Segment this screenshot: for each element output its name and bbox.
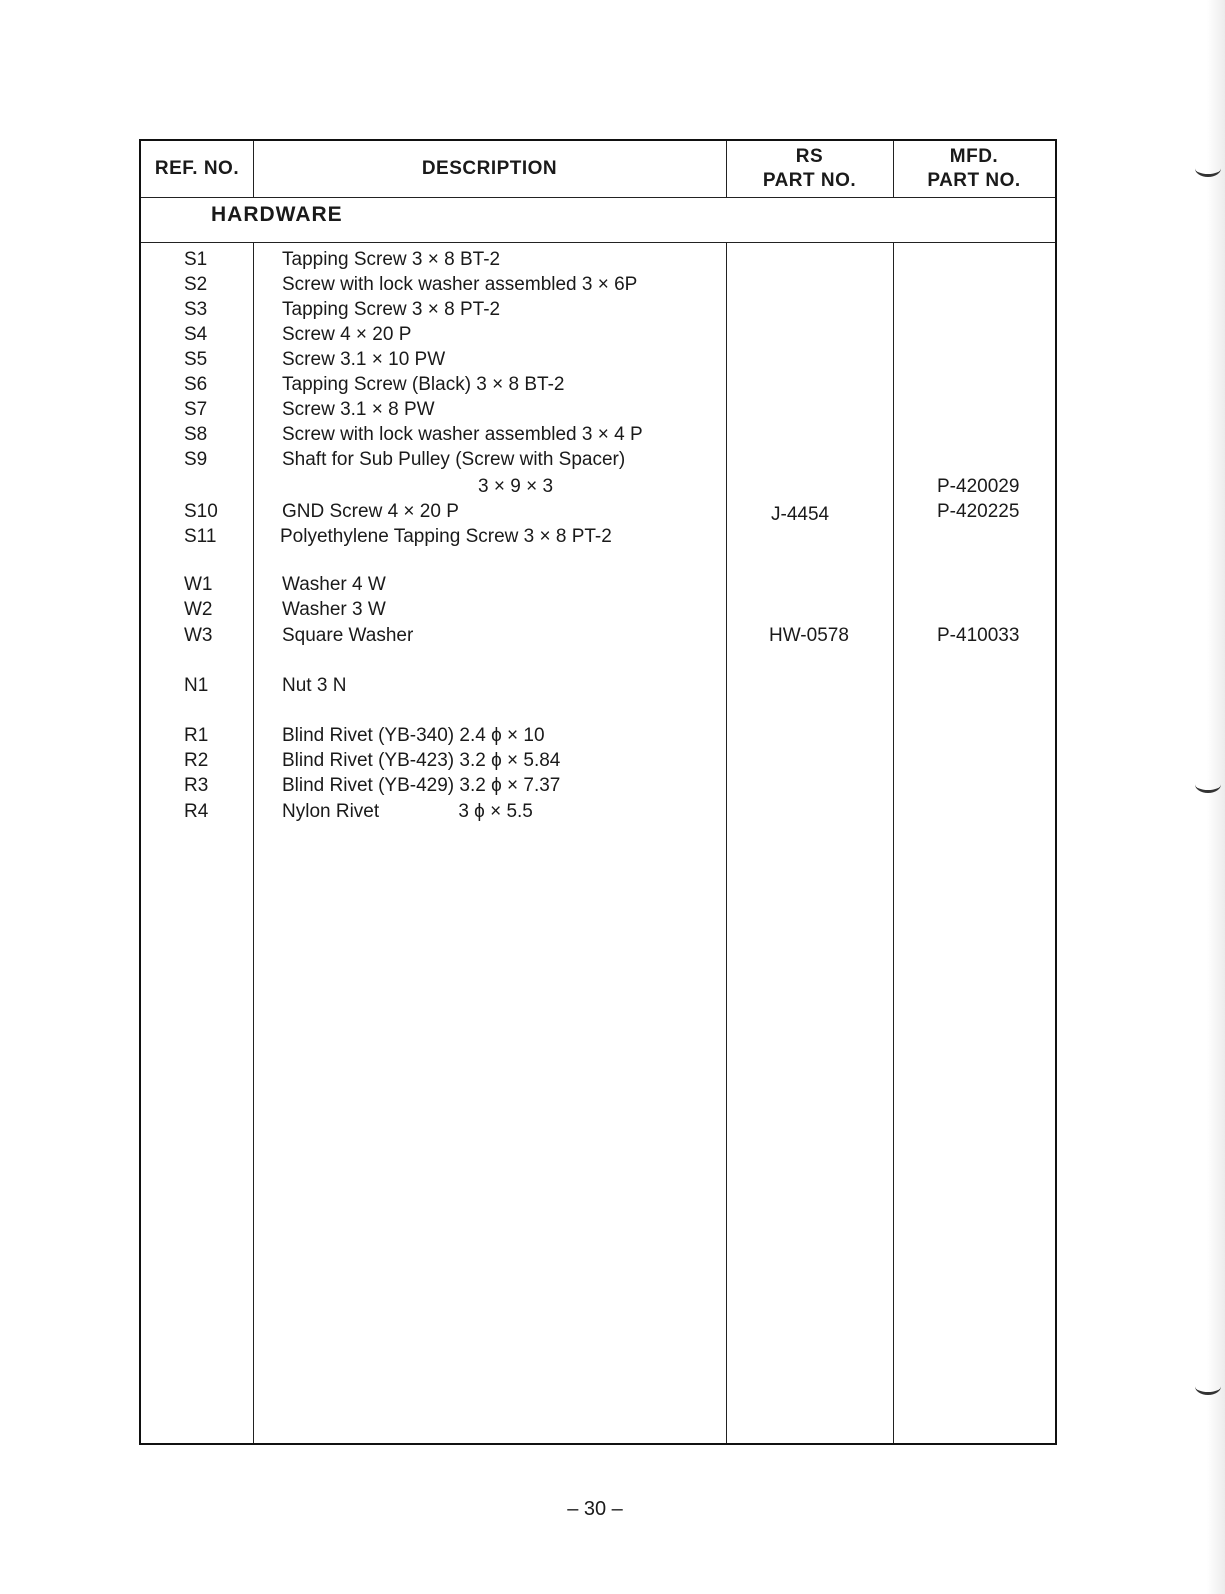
table-row	[141, 474, 1055, 499]
table-row	[141, 297, 1055, 322]
page-edge-shadow	[1207, 0, 1225, 1594]
binder-hole-mark	[1195, 776, 1221, 793]
row-ref: R2	[184, 750, 209, 771]
row-ref: W1	[184, 574, 213, 595]
row-ref: N1	[184, 675, 209, 696]
row-ref: S9	[184, 449, 208, 470]
header-rs-label-line2: PART NO.	[762, 170, 857, 191]
row-description: Nut 3 N	[282, 675, 347, 696]
row-description: Blind Rivet (YB-429) 3.2 ϕ × 7.37	[282, 775, 561, 796]
row-description: Washer 4 W	[282, 574, 386, 595]
row-description: Polyethylene Tapping Screw 3 × 8 PT-2	[280, 526, 612, 547]
row-description: GND Screw 4 × 20 P	[282, 501, 459, 522]
row-mfd-part: P-420029	[937, 476, 1020, 497]
row-description: Tapping Screw 3 × 8 PT-2	[282, 299, 501, 320]
row-ref: R1	[184, 725, 209, 746]
table-row	[141, 422, 1055, 447]
row-ref: S8	[184, 424, 208, 445]
row-description: Blind Rivet (YB-340) 2.4 ϕ × 10	[282, 725, 545, 746]
row-description: Screw with lock washer assembled 3 × 4 P	[282, 424, 643, 445]
header-mfd-label-line2: PART NO.	[927, 170, 1021, 191]
row-description: Washer 3 W	[282, 599, 386, 620]
row-ref: S1	[184, 249, 208, 270]
header-rs-label-line1: RS	[795, 146, 824, 167]
row-description: Square Washer	[282, 625, 414, 646]
table-row	[141, 723, 1055, 748]
header-rs-part-no	[726, 141, 893, 197]
row-ref: S11	[184, 526, 217, 547]
table-row	[141, 372, 1055, 397]
section-title: HARDWARE	[211, 203, 343, 226]
table-row	[141, 524, 1055, 549]
row-description: Nylon Rivet 3 ϕ × 5.5	[282, 801, 533, 822]
table-row	[141, 499, 1055, 524]
row-ref: S5	[184, 349, 208, 370]
row-ref: S6	[184, 374, 208, 395]
header-description-label: DESCRIPTION	[421, 158, 558, 179]
row-description: Tapping Screw (Black) 3 × 8 BT-2	[282, 374, 565, 395]
row-ref: W3	[184, 625, 213, 646]
header-mfd-part-no	[893, 141, 1055, 197]
page-number: – 30 –	[567, 1498, 623, 1520]
table-row	[141, 673, 1055, 698]
table-row	[141, 447, 1055, 472]
section-divider	[141, 242, 1055, 243]
header-ref-label: REF. NO.	[154, 158, 240, 179]
row-description: 3 × 9 × 3	[478, 476, 554, 497]
table-row	[141, 799, 1055, 824]
row-ref: S4	[184, 324, 208, 345]
row-rs-part: HW-0578	[769, 625, 849, 646]
parts-list-table	[139, 139, 1057, 1445]
table-row	[141, 247, 1055, 272]
table-row	[141, 347, 1055, 372]
table-row	[141, 748, 1055, 773]
table-row	[141, 623, 1055, 648]
row-description: Blind Rivet (YB-423) 3.2 ϕ × 5.84	[282, 750, 561, 771]
binder-hole-mark	[1195, 160, 1221, 177]
row-rs-part: J-4454	[771, 504, 830, 525]
table-row	[141, 773, 1055, 798]
row-description: Tapping Screw 3 × 8 BT-2	[282, 249, 501, 270]
table-row	[141, 397, 1055, 422]
row-description: Screw 3.1 × 10 PW	[282, 349, 446, 370]
header-ref-no	[141, 141, 253, 197]
table-row	[141, 272, 1055, 297]
row-ref: R4	[184, 801, 209, 822]
row-ref: S10	[184, 501, 218, 522]
row-ref: S7	[184, 399, 208, 420]
row-ref: W2	[184, 599, 213, 620]
row-description: Screw 3.1 × 8 PW	[282, 399, 435, 420]
header-description	[253, 141, 726, 197]
row-description: Shaft for Sub Pulley (Screw with Spacer)	[282, 449, 626, 470]
table-row	[141, 322, 1055, 347]
row-description: Screw with lock washer assembled 3 × 6P	[282, 274, 638, 295]
row-ref: R3	[184, 775, 209, 796]
row-mfd-part: P-410033	[937, 625, 1020, 646]
row-ref: S3	[184, 299, 208, 320]
header-mfd-label-line1: MFD.	[949, 146, 999, 167]
row-ref: S2	[184, 274, 208, 295]
row-description: Screw 4 × 20 P	[282, 324, 412, 345]
binder-hole-mark	[1195, 1378, 1221, 1395]
row-mfd-part: P-420225	[937, 501, 1020, 522]
table-row	[141, 597, 1055, 622]
table-row	[141, 572, 1055, 597]
